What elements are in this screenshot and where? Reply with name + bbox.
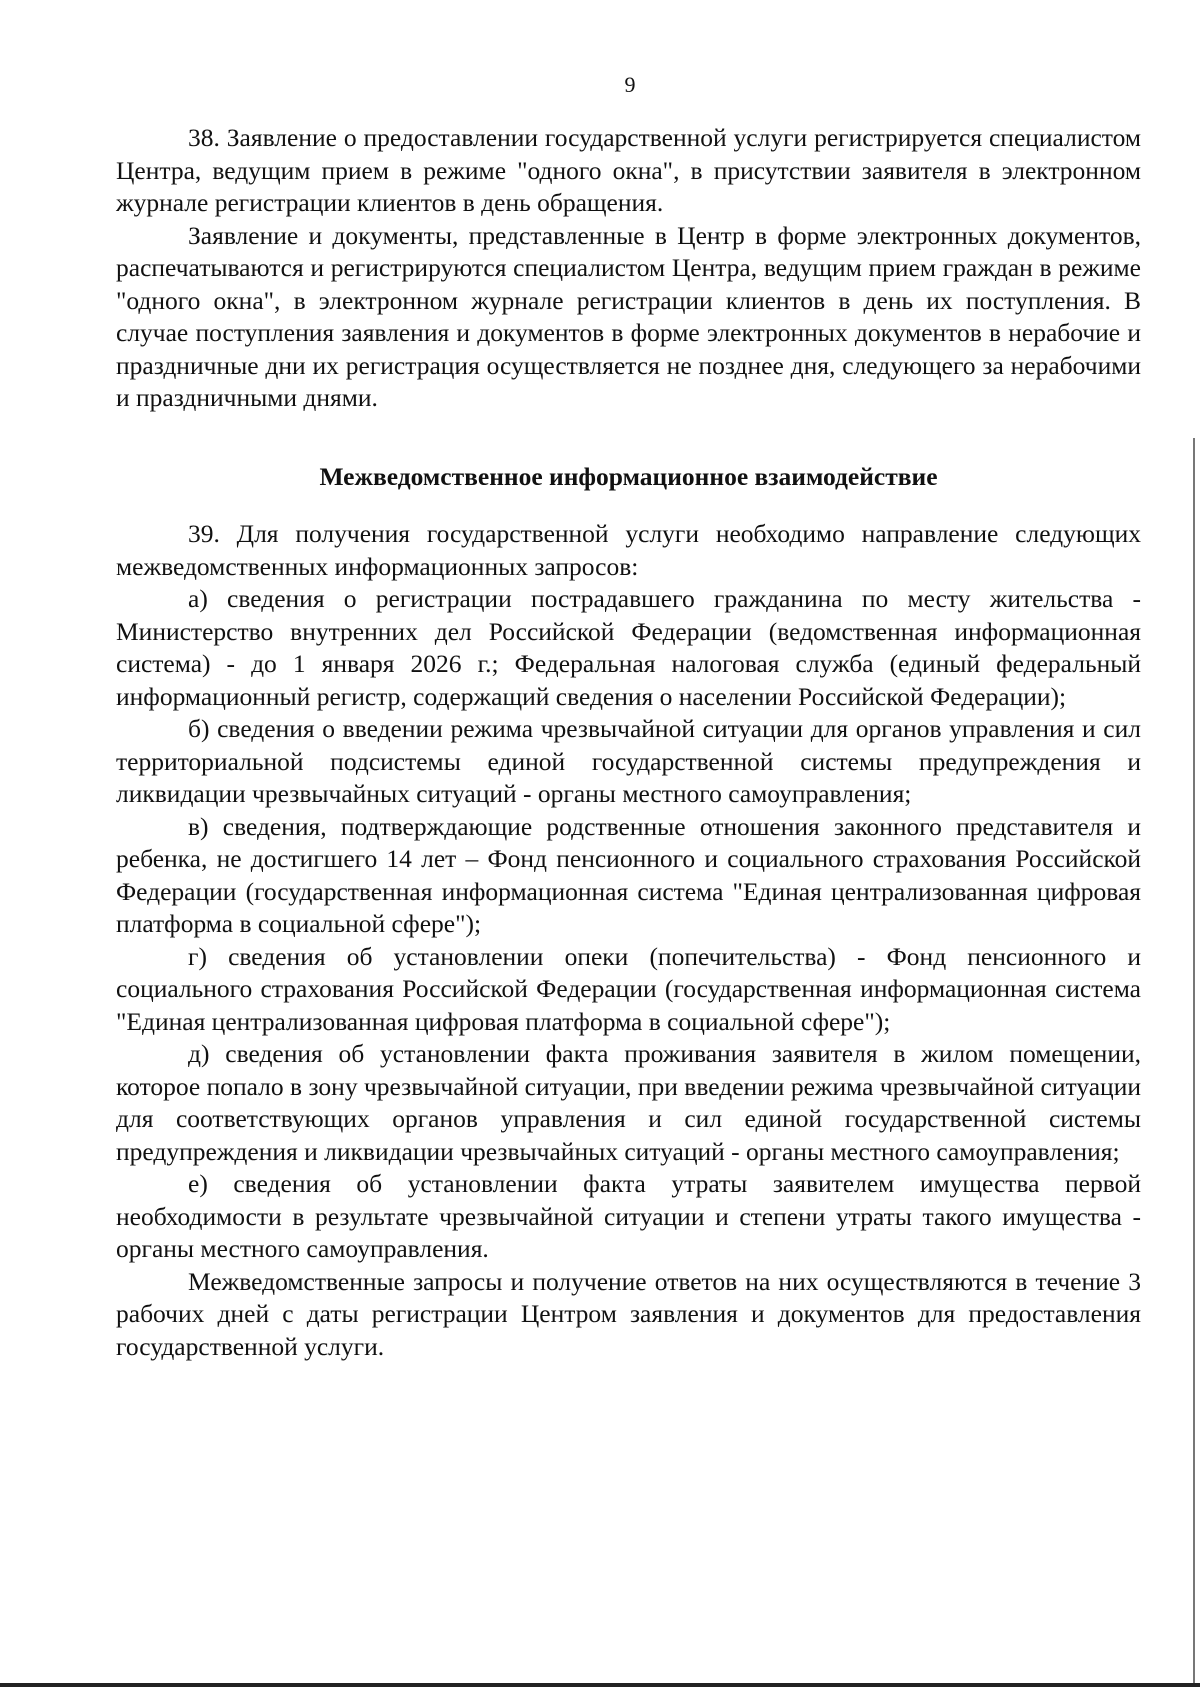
scan-edge-line bbox=[1193, 438, 1195, 1683]
page-number: 9 bbox=[624, 72, 636, 97]
paragraph-38: 38. Заявление о предоставлении государственной услуги регистрируется специалистом Центра, ведущим прием в режиме "одного окна", в присутствии заявителя в электронном журнале регистрации клиентов в день обращения. bbox=[116, 123, 1141, 217]
scan-bottom-edge bbox=[0, 1683, 1200, 1687]
paragraph-39: 39. Для получения государственной услуги необходимо направление следующих межведомственных информационных запросов: bbox=[116, 519, 1141, 581]
paragraph-electronic-documents: Заявление и документы, представленные в Центр в форме электронных документов, распечатываются и регистрируются специалистом Центра, ведущим прием граждан в режиме "одного окна", в электронном журнале регистрации клиентов в день их поступления. В случае поступления заявления и документов в форме электронных документов в нерабочие и праздничные дни их регистрация осуществляется не позднее дня, следующего за нерабочими и праздничными днями. bbox=[116, 220, 1141, 412]
registration-section bbox=[116, 122, 1141, 415]
list-item-d: д) сведения об установлении факта проживания заявителя в жилом помещении, которое попало в зону чрезвычайной ситуации, при введении режима чрезвычайной ситуации для соответствующих органов управления и сил единой государственной системы предупреждения и ликвидации чрезвычайных ситуаций - органы местного самоуправления; bbox=[116, 1039, 1141, 1166]
list-item-a: а) сведения о регистрации пострадавшего гражданина по месту жительства - Министерство внутренних дел Российской Федерации (ведомственная информационная система) - до 1 января 2026 г.; Федеральная налоговая служба (единый федеральный информационный регистр, содержащий сведения о населении Российской Федерации); bbox=[116, 584, 1141, 711]
list-item-v: в) сведения, подтверждающие родственные отношения законного представителя и ребенка, не достигшего 14 лет – Фонд пенсионного и социального страхования Российской Федерации (государственная информационная система "Единая централизованная цифровая платформа в социальной сфере"); bbox=[116, 811, 1141, 938]
list-item-b: б) сведения о введении режима чрезвычайной ситуации для органов управления и сил территориальной подсистемы единой государственной системы предупреждения и ликвидации чрезвычайных ситуаций - органы местного самоуправления; bbox=[116, 714, 1141, 808]
paragraph-request-timing: Межведомственные запросы и получение ответов на них осуществляются в течение 3 рабочих дней с даты регистрации Центром заявления и документов для предоставления государственной услуги. bbox=[116, 1266, 1141, 1361]
list-item-g: г) сведения об установлении опеки (попечительства) - Фонд пенсионного и социального страхования Российской Федерации (государственная информационная система "Единая централизованная цифровая платформа в социальной сфере"); bbox=[116, 941, 1141, 1036]
list-item-e: е) сведения об установлении факта утраты заявителем имущества первой необходимости в результате чрезвычайной ситуации и степени утраты такого имущества - органы местного самоуправления. bbox=[116, 1169, 1141, 1263]
section-heading: Межведомственное информационное взаимодействие bbox=[319, 462, 938, 491]
interagency-section bbox=[116, 518, 1141, 1363]
